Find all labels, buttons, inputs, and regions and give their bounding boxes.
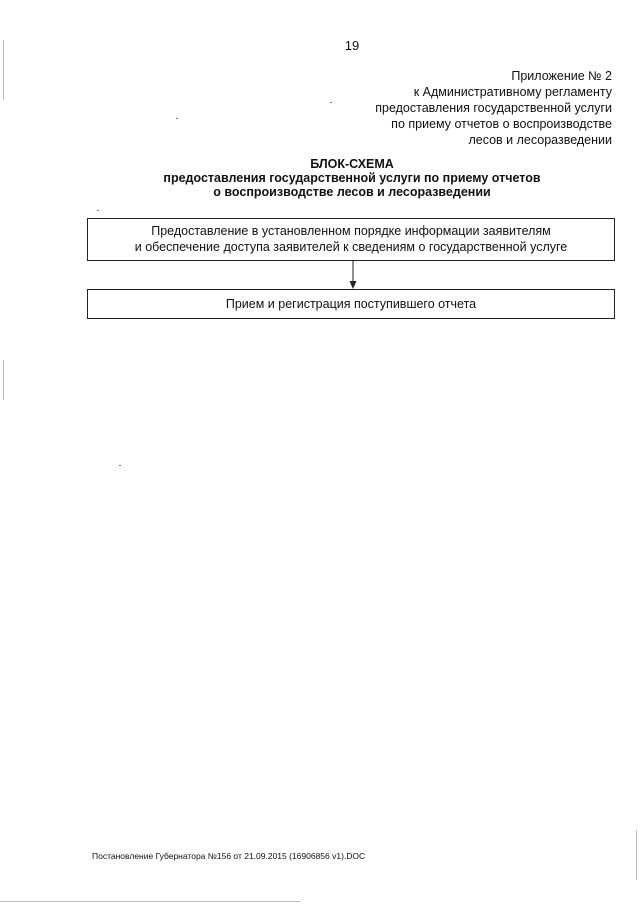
appendix-header <box>292 68 612 148</box>
scan-edge-left-lower <box>3 360 4 400</box>
title-line: предоставления государственной услуги по приему отчетов <box>163 171 541 185</box>
scan-speck <box>97 210 99 211</box>
appendix-line: к Административному регламенту <box>413 85 612 99</box>
scan-speck <box>176 118 178 119</box>
step-text-line: и обеспечение доступа заявителей к сведениям о государственной услуге <box>134 240 568 254</box>
appendix-line: предоставления государственной услуги <box>375 101 612 115</box>
step-text-line: Предоставление в установленном порядке информации заявителям <box>151 224 551 238</box>
page-number: 19 <box>344 38 360 53</box>
scan-edge-left <box>3 40 4 100</box>
flowchart-step-information <box>87 218 615 261</box>
flowchart-step-registration <box>87 289 615 319</box>
step-text-line: Прием и регистрация поступившего отчета <box>225 297 477 311</box>
scan-speck <box>119 465 121 466</box>
title-line: о воспроизводстве лесов и лесоразведении <box>213 185 491 199</box>
scan-edge-right <box>636 830 637 880</box>
flowchart-arrow-down-icon <box>348 261 358 289</box>
scan-edge-bottom <box>0 901 300 902</box>
appendix-line: лесов и лесоразведении <box>468 133 612 147</box>
appendix-line: Приложение № 2 <box>511 69 612 83</box>
appendix-line: по приему отчетов о воспроизводстве <box>391 117 612 131</box>
document-footer: Постановление Губернатора №156 от 21.09.2015 (16906856 v1).DOC <box>92 851 366 861</box>
title-heading: БЛОК-СХЕМА <box>310 157 394 171</box>
document-title <box>32 157 640 199</box>
